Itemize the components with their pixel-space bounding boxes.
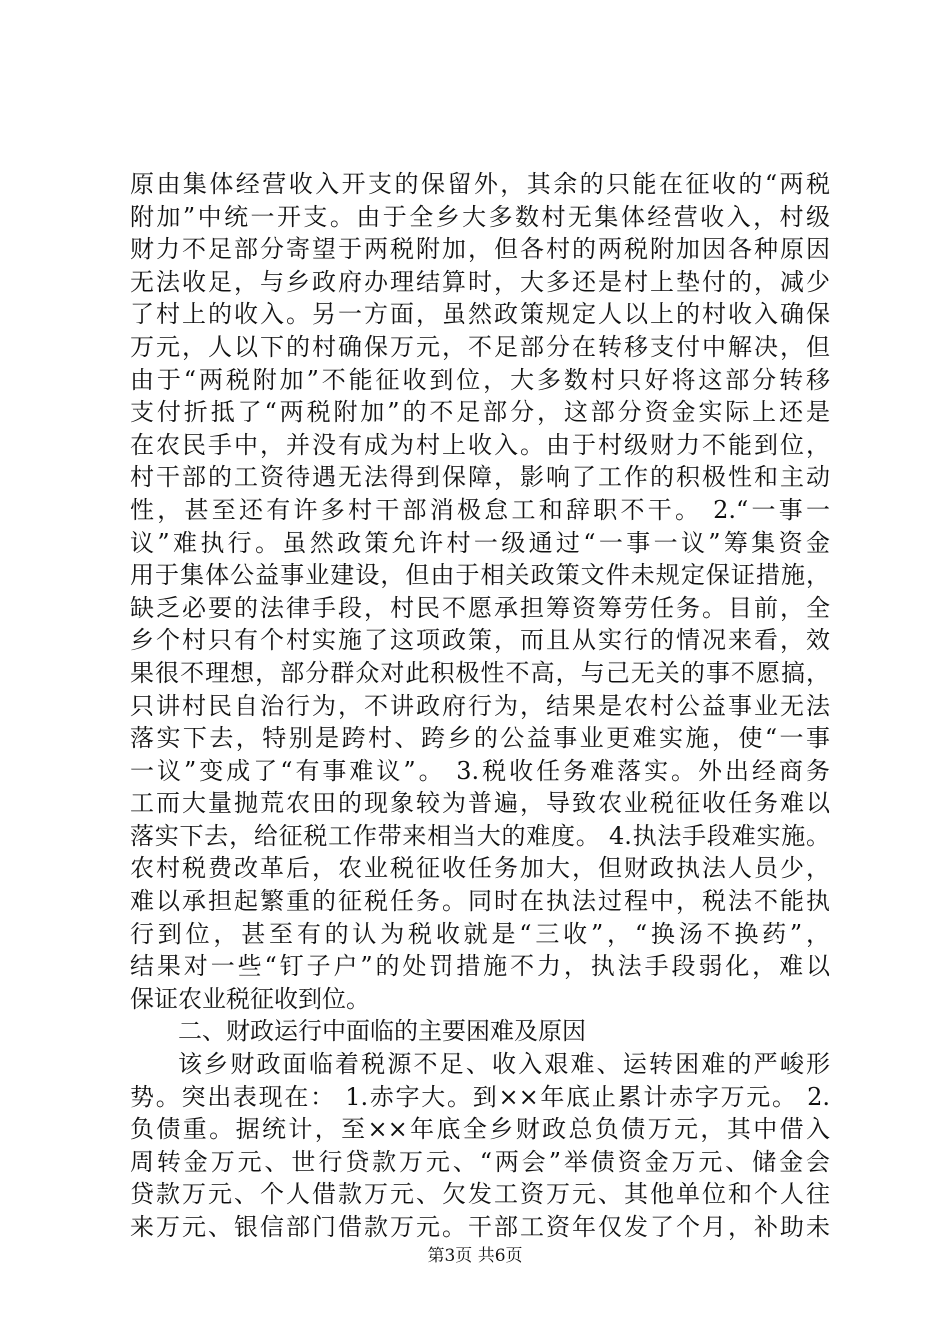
text-line: 来万元、银信部门借款万元。干部工资年仅发了个月，补助未 [130, 1213, 830, 1241]
text-line: 结果对一些“钉子户”的处罚措施不力，执法手段弱化，难以 [130, 952, 830, 981]
text-line: 行到位，甚至有的认为税收就是“三收”，“换汤不换药”， [130, 919, 830, 948]
text-line: 落实下去，特别是跨村、跨乡的公益事业更难实施，使“一事 [130, 724, 830, 753]
text-line: 落实下去，给征税工作带来相当大的难度。 4.执法手段难实施。 [130, 821, 830, 850]
text-line: 贷款万元、个人借款万元、欠发工资万元、其他单位和个人往 [130, 1180, 830, 1209]
text-line: 在农民手中，并没有成为村上收入。由于村级财力不能到位， [130, 430, 830, 459]
text-line: 支付折抵了“两税附加”的不足部分，这部分资金实际上还是 [130, 398, 830, 427]
text-line: 只讲村民自治行为，不讲政府行为，结果是农村公益事业无法 [130, 691, 830, 720]
text-line: 周转金万元、世行贷款万元、“两会”举债资金万元、储金会 [130, 1147, 830, 1176]
text-line: 用于集体公益事业建设，但由于相关政策文件未规定保证措施， [130, 561, 830, 590]
text-line: 财力不足部分寄望于两税附加，但各村的两税附加因各种原因 [130, 235, 830, 264]
section-heading: 二、财政运行中面临的主要困难及原因 [178, 1017, 586, 1046]
page-indicator: 第3页 共6页 [427, 1246, 523, 1266]
text-line: 了村上的收入。另一方面，虽然政策规定人以上的村收入确保 [130, 300, 830, 329]
text-line: 附加”中统一开支。由于全乡大多数村无集体经营收入，村级 [130, 202, 830, 231]
text-line: 由于“两税附加”不能征收到位，大多数村只好将这部分转移 [130, 365, 830, 394]
text-line: 势。突出表现在： 1.赤字大。到××年底止累计赤字万元。 2. [130, 1082, 830, 1111]
text-line: 村干部的工资待遇无法得到保障，影响了工作的积极性和主动 [130, 463, 830, 492]
text-line: 负债重。据统计，至××年底全乡财政总负债万元，其中借入 [130, 1115, 830, 1144]
text-line: 无法收足，与乡政府办理结算时，大多还是村上垫付的，减少 [130, 267, 830, 296]
text-line: 议”难执行。虽然政策允许村一级通过“一事一议”筹集资金 [130, 528, 830, 557]
text-line: 万元，人以下的村确保万元，不足部分在转移支付中解决，但 [130, 332, 830, 361]
body-text [130, 168, 830, 1244]
text-line: 果很不理想，部分群众对此积极性不高，与己无关的事不愿搞， [130, 658, 830, 687]
text-line: 工而大量抛荒农田的现象较为普遍，导致农业税征收任务难以 [130, 789, 830, 818]
text-line: 乡个村只有个村实施了这项政策，而且从实行的情况来看，效 [130, 626, 830, 655]
text-line: 性，甚至还有许多村干部消极怠工和辞职不干。 2.“一事一 [130, 495, 830, 524]
text-line: 一议”变成了“有事难议”。 3.税收任务难落实。外出经商务 [130, 756, 830, 785]
text-line: 该乡财政面临着税源不足、收入艰难、运转困难的严峻形 [178, 1050, 830, 1079]
text-line: 保证农业税征收到位。 [130, 984, 370, 1013]
text-line: 缺乏必要的法律手段，村民不愿承担筹资筹劳任务。目前，全 [130, 593, 830, 622]
page-footer [0, 1244, 950, 1268]
text-line: 难以承担起繁重的征税任务。同时在执法过程中，税法不能执 [130, 887, 830, 916]
text-line: 农村税费改革后，农业税征收任务加大，但财政执法人员少， [130, 854, 830, 883]
text-line: 原由集体经营收入开支的保留外，其余的只能在征收的“两税 [130, 170, 830, 198]
